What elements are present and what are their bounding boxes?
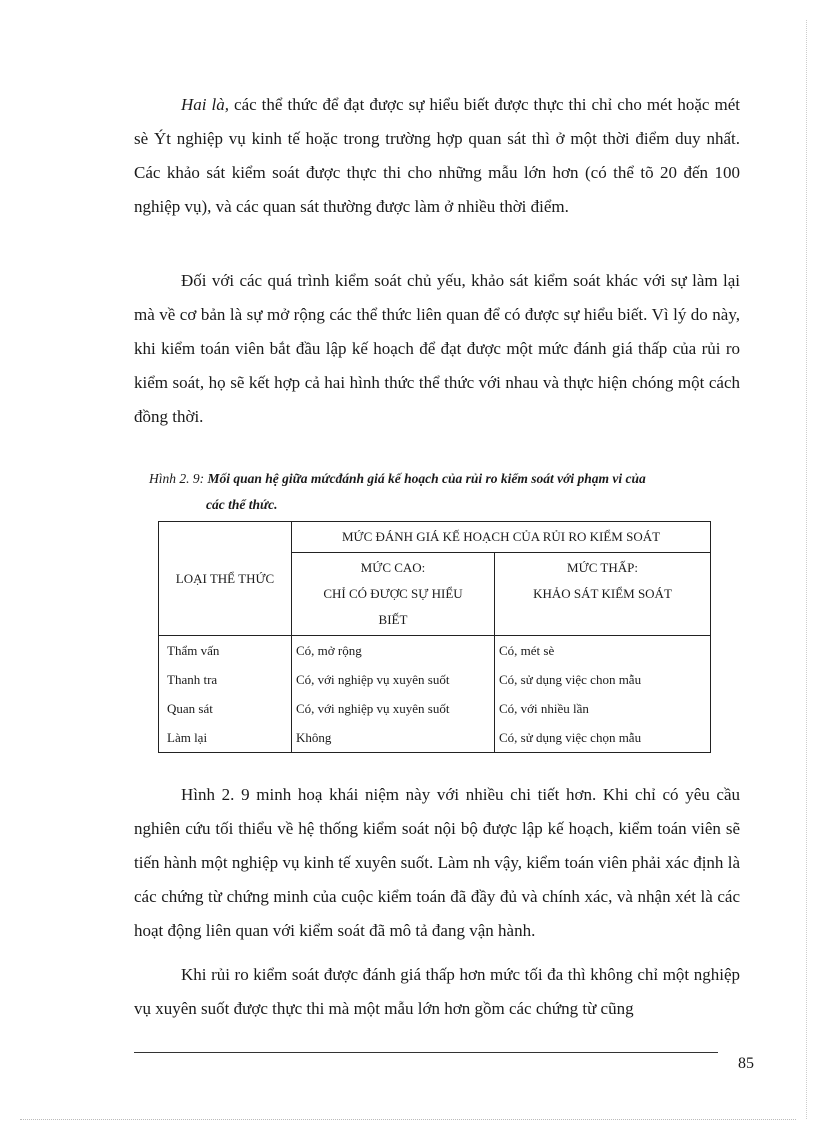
header-low-level <box>495 553 711 636</box>
header-low-line1: MỨC THẤP: <box>567 560 638 575</box>
paragraph-1-body: các thể thức để đạt được sự hiểu biết được thực thi chỉ cho mét hoặc mét sè Ýt nghiệp vụ kinh tế hoặc trong trường hợp quan sát thì ở một thời điểm duy nhất. Các khảo sát kiểm soát được thực thi cho những mẫu lớn hơn (có thể tõ 20 đến 100 nghiệp vụ), và các quan sát thường được làm ở nhiều thời điểm. <box>134 95 740 216</box>
high-level-cell: Có, với nghiệp vụ xuyên suốt <box>296 672 450 687</box>
page-border-bottom <box>20 1119 796 1120</box>
paragraph-4 <box>134 958 740 1026</box>
procedures-table <box>158 521 711 753</box>
paragraph-2 <box>134 264 740 434</box>
figure-caption-title-line2: các thể thức. <box>206 497 278 512</box>
paragraph-1 <box>134 88 740 224</box>
figure-caption-prefix: Hình 2. 9: <box>149 471 205 486</box>
paragraph-4-body: Khi rủi ro kiểm soát được đánh giá thấp hơn mức tối đa thì không chỉ một nghiệp vụ xuyên suốt được thực thi mà một mẫu lớn hơn gồm các chứng từ cũng <box>134 965 740 1018</box>
paragraph-1-lead: Hai là, <box>181 95 229 114</box>
high-level-cell: Không <box>296 730 332 745</box>
header-low-line2: KHẢO SÁT KIỂM SOÁT <box>533 586 672 601</box>
procedure-type-cell: Quan sát <box>167 701 213 716</box>
header-high-level <box>292 553 495 636</box>
header-assessment-level: MỨC ĐÁNH GIÁ KẾ HOẠCH CỦA RỦI RO KIỂM SOÁT <box>292 522 711 553</box>
header-high-line3: BIẾT <box>378 612 408 627</box>
high-level-cell: Có, với nghiệp vụ xuyên suốt <box>296 701 450 716</box>
header-high-line2: CHỈ CÓ ĐƯỢC SỰ HIỂU <box>323 586 463 601</box>
high-level-cell: Có, mở rộng <box>296 643 362 658</box>
high-level-column <box>292 636 495 753</box>
paragraph-2-body: Đối với các quá trình kiểm soát chủ yếu, khảo sát kiểm soát khác với sự làm lại mà về cơ bản là sự mở rộng các thể thức liên quan để có được sự hiểu biết. Vì lý do này, khi kiểm toán viên bắt đầu lập kế hoạch để đạt được một mức đánh giá thấp của rủi ro kiểm soát, họ sẽ kết hợp cả hai hình thức thể thức với nhau và thực hiện chóng một cách đồng thời. <box>134 271 740 426</box>
low-level-cell: Có, mét sè <box>499 643 555 658</box>
procedure-type-column <box>159 636 292 753</box>
page-number: 85 <box>738 1055 754 1072</box>
figure-caption <box>149 466 749 518</box>
procedure-type-cell: Thẩm vấn <box>167 643 220 658</box>
paragraph-3-body: Hình 2. 9 minh hoạ khái niệm này với nhiều chi tiết hơn. Khi chỉ có yêu cầu nghiên cứu tối thiểu về hệ thống kiểm soát nội bộ được lập kế hoạch, kiểm toán viên sẽ tiến hành một nghiệp vụ kinh tế xuyên suốt. Làm nh vậy, kiểm toán viên phải xác định là các chứng từ chứng minh của cuộc kiểm toán đã đầy đủ và chính xác, và nhận xét là các hoạt động liên quan với kiểm soát đã mô tả đang vận hành. <box>134 785 740 940</box>
low-level-column <box>495 636 711 753</box>
figure-caption-title-line1: Mối quan hệ giữa mứcđánh giá kế hoạch của rủi ro kiểm soát với phạm vi của <box>204 471 646 486</box>
footer-rule <box>134 1052 718 1053</box>
low-level-cell: Có, sử dụng việc chon mẫu <box>499 672 642 687</box>
header-high-line1: MỨC CAO: <box>360 560 426 575</box>
header-procedure-type: LOẠI THỂ THỨC <box>159 522 292 636</box>
procedure-type-cell: Làm lại <box>167 730 208 745</box>
page-border-right <box>806 20 807 1119</box>
low-level-cell: Có, với nhiều lần <box>499 701 589 716</box>
low-level-cell: Có, sử dụng việc chọn mẫu <box>499 730 642 745</box>
procedure-type-cell: Thanh tra <box>167 672 218 687</box>
paragraph-3 <box>134 778 740 948</box>
